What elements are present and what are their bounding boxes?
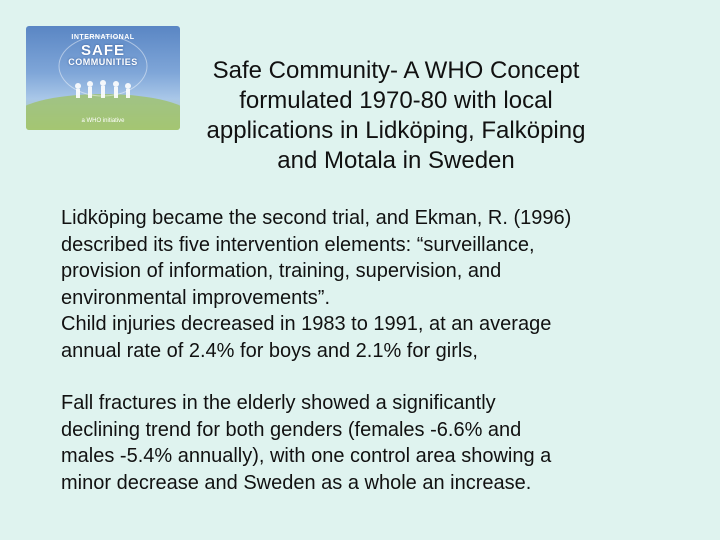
text-line: Fall fractures in the elderly showed a significantly [61, 392, 496, 414]
title-line: and Motala in Sweden [277, 147, 515, 174]
text-line: declining trend for both genders (females -6.6% and [61, 418, 522, 441]
logo-tagline: a WHO initiative [81, 118, 125, 124]
safe-communities-logo [26, 26, 180, 130]
paragraph-2 [61, 390, 691, 496]
text-line: Child injuries decreased in 1983 to 1991, at an average [61, 313, 552, 335]
title-line: applications in Lidköping, Falköping [206, 117, 586, 144]
paragraph-1 [61, 205, 691, 364]
text-line: Lidköping became the second trial, and Ekman, R. (1996) [61, 207, 572, 229]
logo-line-communities: COMMUNITIES [68, 57, 138, 67]
slide-title [160, 56, 632, 176]
title-line: formulated 1970-80 with local [239, 87, 553, 114]
logo-line-safe: SAFE [80, 42, 125, 59]
text-line: environmental improvements”. [61, 286, 330, 309]
text-line: males -5.4% annually), with one control area showing a [61, 445, 552, 467]
text-line: minor decrease and Sweden as a whole an increase. [61, 471, 532, 494]
text-line: provision of information, training, supervision, and [61, 260, 502, 282]
slide-body [61, 205, 691, 496]
text-line: annual rate of 2.4% for boys and 2.1% for girls, [61, 339, 478, 362]
logo-line-international: INTERNATIONAL [71, 34, 135, 41]
text-line: described its five intervention elements: “surveillance, [61, 233, 535, 256]
title-line: Safe Community- A WHO Concept [212, 57, 580, 84]
paragraph-spacer [61, 364, 691, 390]
